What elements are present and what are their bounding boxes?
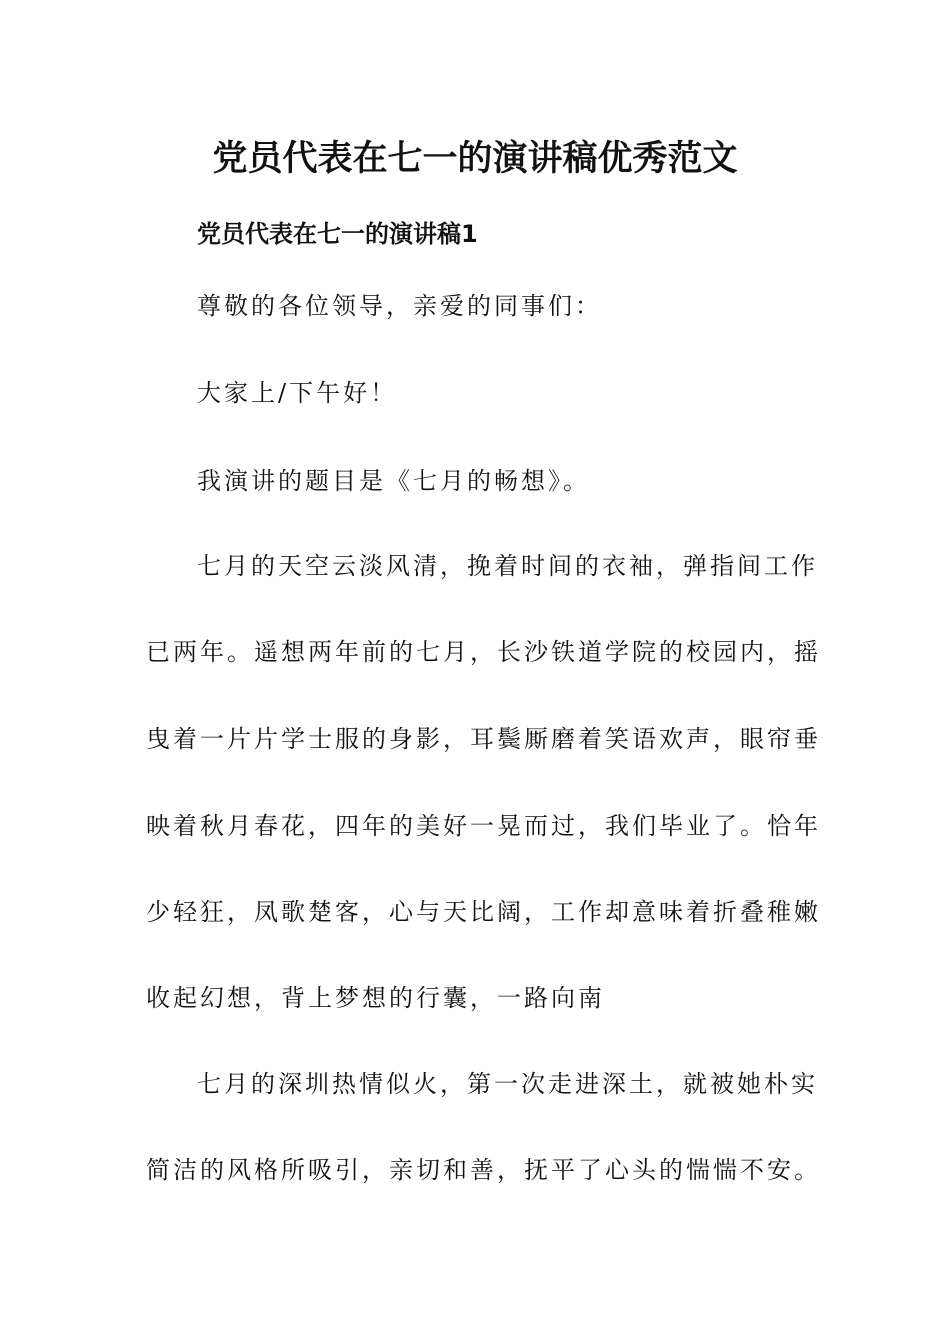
topic-line: 我演讲的题目是《七月的畅想》。 xyxy=(197,467,590,495)
paragraph-1-line-2: 已两年。遥想两年前的七月，长沙铁道学院的校园内，摇 xyxy=(146,638,821,666)
section-title: 党员代表在七一的演讲稿1 xyxy=(197,220,478,248)
paragraph-1-line-1: 七月的天空云淡风清，挽着时间的衣袖，弹指间工作 xyxy=(197,552,818,580)
paragraph-1-line-4: 映着秋月春花，四年的美好一晃而过，我们毕业了。恰年 xyxy=(146,812,821,840)
document-title: 党员代表在七一的演讲稿优秀范文 xyxy=(212,139,738,179)
salutation-line: 尊敬的各位领导，亲爱的同事们： xyxy=(197,292,602,320)
paragraph-1-line-5: 少轻狂，凤歌楚客，心与天比阔，工作却意味着折叠稚嫩 xyxy=(146,898,821,926)
paragraph-1-line-6: 收起幻想，背上梦想的行囊，一路向南 xyxy=(146,984,605,1012)
paragraph-1-line-3: 曳着一片片学士服的身影，耳鬓厮磨着笑语欢声，眼帘垂 xyxy=(146,725,821,753)
paragraph-2-line-2: 简洁的风格所吸引，亲切和善，抚平了心头的惴惴不安。 xyxy=(146,1156,821,1184)
paragraph-2-line-1: 七月的深圳热情似火，第一次走进深土，就被她朴实 xyxy=(197,1070,818,1098)
greeting-line: 大家上/下午好！ xyxy=(197,379,398,407)
